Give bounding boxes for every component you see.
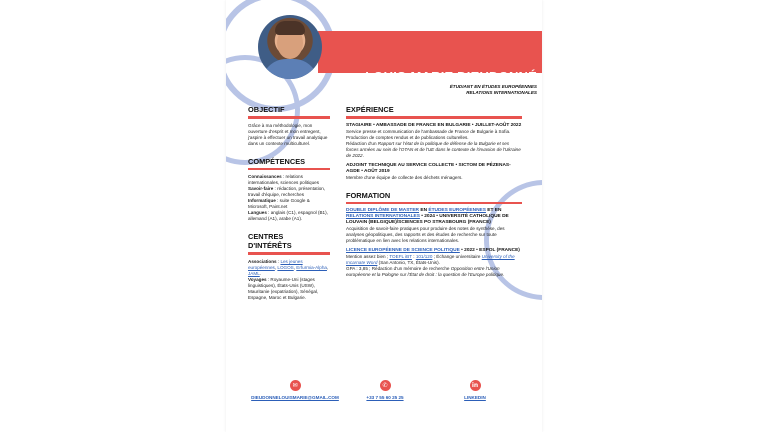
toefl-link[interactable]: TOEFL iBT <box>389 254 412 259</box>
competence-item <box>248 210 330 222</box>
degree-text: ; Échange universitaire <box>432 254 482 259</box>
section-title-line: D'INTÉRÊTS <box>248 241 292 250</box>
job-description: Membre d'une équipe de collecte des déchets ménagers. <box>346 174 463 180</box>
association-link[interactable]: Erfurmia-Alpha <box>296 264 327 270</box>
profile-photo <box>258 15 322 79</box>
thesis-title: Opposition entre l'Union européenne et la Pologne sur l'État de droit : la question de l'Europe politique <box>346 266 504 277</box>
associations-item <box>248 259 330 277</box>
contact-email[interactable] <box>250 380 340 400</box>
job-description <box>346 141 522 159</box>
degree-link[interactable]: ÉTUDES EUROPÉENNES <box>428 208 486 213</box>
competences-section <box>248 157 330 223</box>
degree-description <box>346 254 522 266</box>
resume-page <box>226 0 542 432</box>
section-title: OBJECTIF <box>248 105 285 114</box>
objectif-section <box>248 105 330 147</box>
section-rule <box>248 116 330 119</box>
degree-text: : <box>411 254 416 259</box>
separator: : <box>276 258 281 264</box>
job-title: STAGIAIRE • AMBASSADE DE FRANCE EN BULGARIE • JUILLET-AOÛT 2022 <box>346 122 522 128</box>
competence-item <box>248 174 330 186</box>
degree-description: Acquisition de savoir-faire pratiques pour produire des notes de synthèse, des analyses géopolitiques, des rapports et des études de recherche sur toute problématique en lien avec les relations internationales. <box>346 226 505 243</box>
degree-link[interactable]: RELATIONS INTERNATIONALES <box>346 214 420 219</box>
contact-linkedin[interactable] <box>430 380 520 400</box>
degree-description <box>346 266 522 278</box>
right-column <box>346 105 522 288</box>
separator: , <box>293 264 297 270</box>
degree-text: Mention assez bien ; <box>346 254 390 259</box>
section-title: COMPÉTENCES <box>248 156 306 166</box>
association-link[interactable]: LOGOS <box>277 264 294 270</box>
interets-section <box>248 232 330 301</box>
section-title: FORMATION <box>346 190 391 200</box>
envelope-icon: ✉ <box>290 380 301 391</box>
job-text: Rédaction d'un <box>346 140 378 146</box>
contact-bar <box>250 380 520 410</box>
photo-hair <box>275 21 305 35</box>
degree-text: EN <box>419 208 429 213</box>
degree-text: . <box>503 272 505 277</box>
section-title <box>248 232 330 250</box>
competence-item <box>248 186 330 198</box>
experience-section <box>346 105 522 181</box>
voyages-label: Voyages <box>248 276 267 282</box>
header-band <box>318 31 542 95</box>
competence-label: Langues <box>248 210 267 215</box>
candidate-name: LOUIS-MARIE DIEUDONNÉ <box>365 69 537 84</box>
voyages-text: : Royaume-Uni (stages linguistiques), États-Unis (USW), Mauritanie (expatriation), Sénégal, Espagne, Maroc et Bulgarie. <box>248 276 319 300</box>
university-link[interactable]: University of the Incarnate Word <box>346 254 515 265</box>
score-link[interactable]: 101/120 <box>415 254 433 259</box>
degree-text: ET EN <box>485 208 502 213</box>
competence-text: : suite Google & Microsoft, Paint.net <box>248 198 310 209</box>
left-column <box>248 105 330 311</box>
section-rule <box>346 202 522 205</box>
separator: , <box>326 264 329 270</box>
subtitle-line: RELATIONS INTERNATIONALES <box>466 90 537 95</box>
section-rule <box>248 168 330 171</box>
competence-text: : anglais (C1), espagnol (B1), allemand (A1), arabe (A1). <box>248 210 328 221</box>
degree-link[interactable]: LICENCE EUROPÉENNE DE SCIENCE POLITIQUE <box>346 248 460 253</box>
section-title-line: CENTRES <box>248 232 284 241</box>
report-title: Rapport sur l'état de la politique de défense de la Bulgarie et ses forces armées au sein de l'OTAN et de l'UE dans le contexte de l'invasion de l'Ukraine de 2022 <box>346 140 521 158</box>
degree-text: • 2024 • UNIVERSITÉ CATHOLIQUE DE LOUVAIN (BELGIQUE)/SCIENCES PO STRASBOURG (FRANCE) <box>346 214 509 225</box>
degree-link[interactable]: DOUBLE DIPLÔME DE MASTER <box>346 208 420 213</box>
competence-label: Savoir-faire <box>248 186 274 191</box>
contact-phone[interactable] <box>340 380 430 400</box>
degree-text: • 2022 • ESPOL (FRANCE) <box>459 248 520 253</box>
association-link[interactable]: JAML <box>248 270 260 276</box>
objectif-text: Grâce à ma méthodologie, mon ouverture d'esprit et mon entregent, j'aspire à effectuer un travail analytique dans un contexte multiculturel. <box>248 122 328 146</box>
separator: . <box>259 270 262 276</box>
competence-text: : relations internationales, sciences politiques <box>248 174 319 185</box>
section-rule <box>346 116 522 119</box>
section-title: EXPÉRIENCE <box>346 105 394 114</box>
degree-text: GPA : 3,85 ; Rédaction d'un mémoire de recherche <box>346 266 451 271</box>
email-link[interactable]: DIEUDONNELOUISMARIE@GMAIL.COM <box>251 395 339 400</box>
linkedin-link[interactable]: LINKEDIN <box>464 395 486 400</box>
degree-text: (San Antonio, TX, États-Unis). <box>377 260 440 265</box>
association-link[interactable]: Les jeunes européennes <box>248 258 303 270</box>
linkedin-icon: in <box>470 380 481 391</box>
competence-item <box>248 198 330 210</box>
voyages-item <box>248 277 330 301</box>
subtitle-line: ÉTUDIANT EN ÉTUDES EUROPÉENNES <box>449 84 537 89</box>
phone-link[interactable]: +33 7 55 60 25 25 <box>366 395 404 400</box>
section-rule <box>248 252 330 255</box>
phone-icon: ✆ <box>380 380 391 391</box>
formation-section <box>346 191 522 279</box>
job-text: . <box>362 152 364 158</box>
degree-title <box>346 208 522 226</box>
job-title: ADJOINT TECHNIQUE AU SERVICE COLLECTE • SICTOM DE PÉZENAS-AGDE • AOÛT 2019 <box>346 162 511 174</box>
associations-label: Associations <box>248 258 277 264</box>
photo-shirt <box>262 59 318 79</box>
competence-label: Connaissances <box>248 174 282 179</box>
separator: , <box>274 264 278 270</box>
competence-text: : rédaction, présentation, travail d'équipe, recherches <box>248 186 326 197</box>
competence-label: Informatique <box>248 198 276 203</box>
candidate-subtitle <box>417 84 537 96</box>
job-description: Service presse et communication de l'ambassade de France de Bulgarie à Sofia. Production de comptes rendus et de publications culturelles. <box>346 128 511 140</box>
